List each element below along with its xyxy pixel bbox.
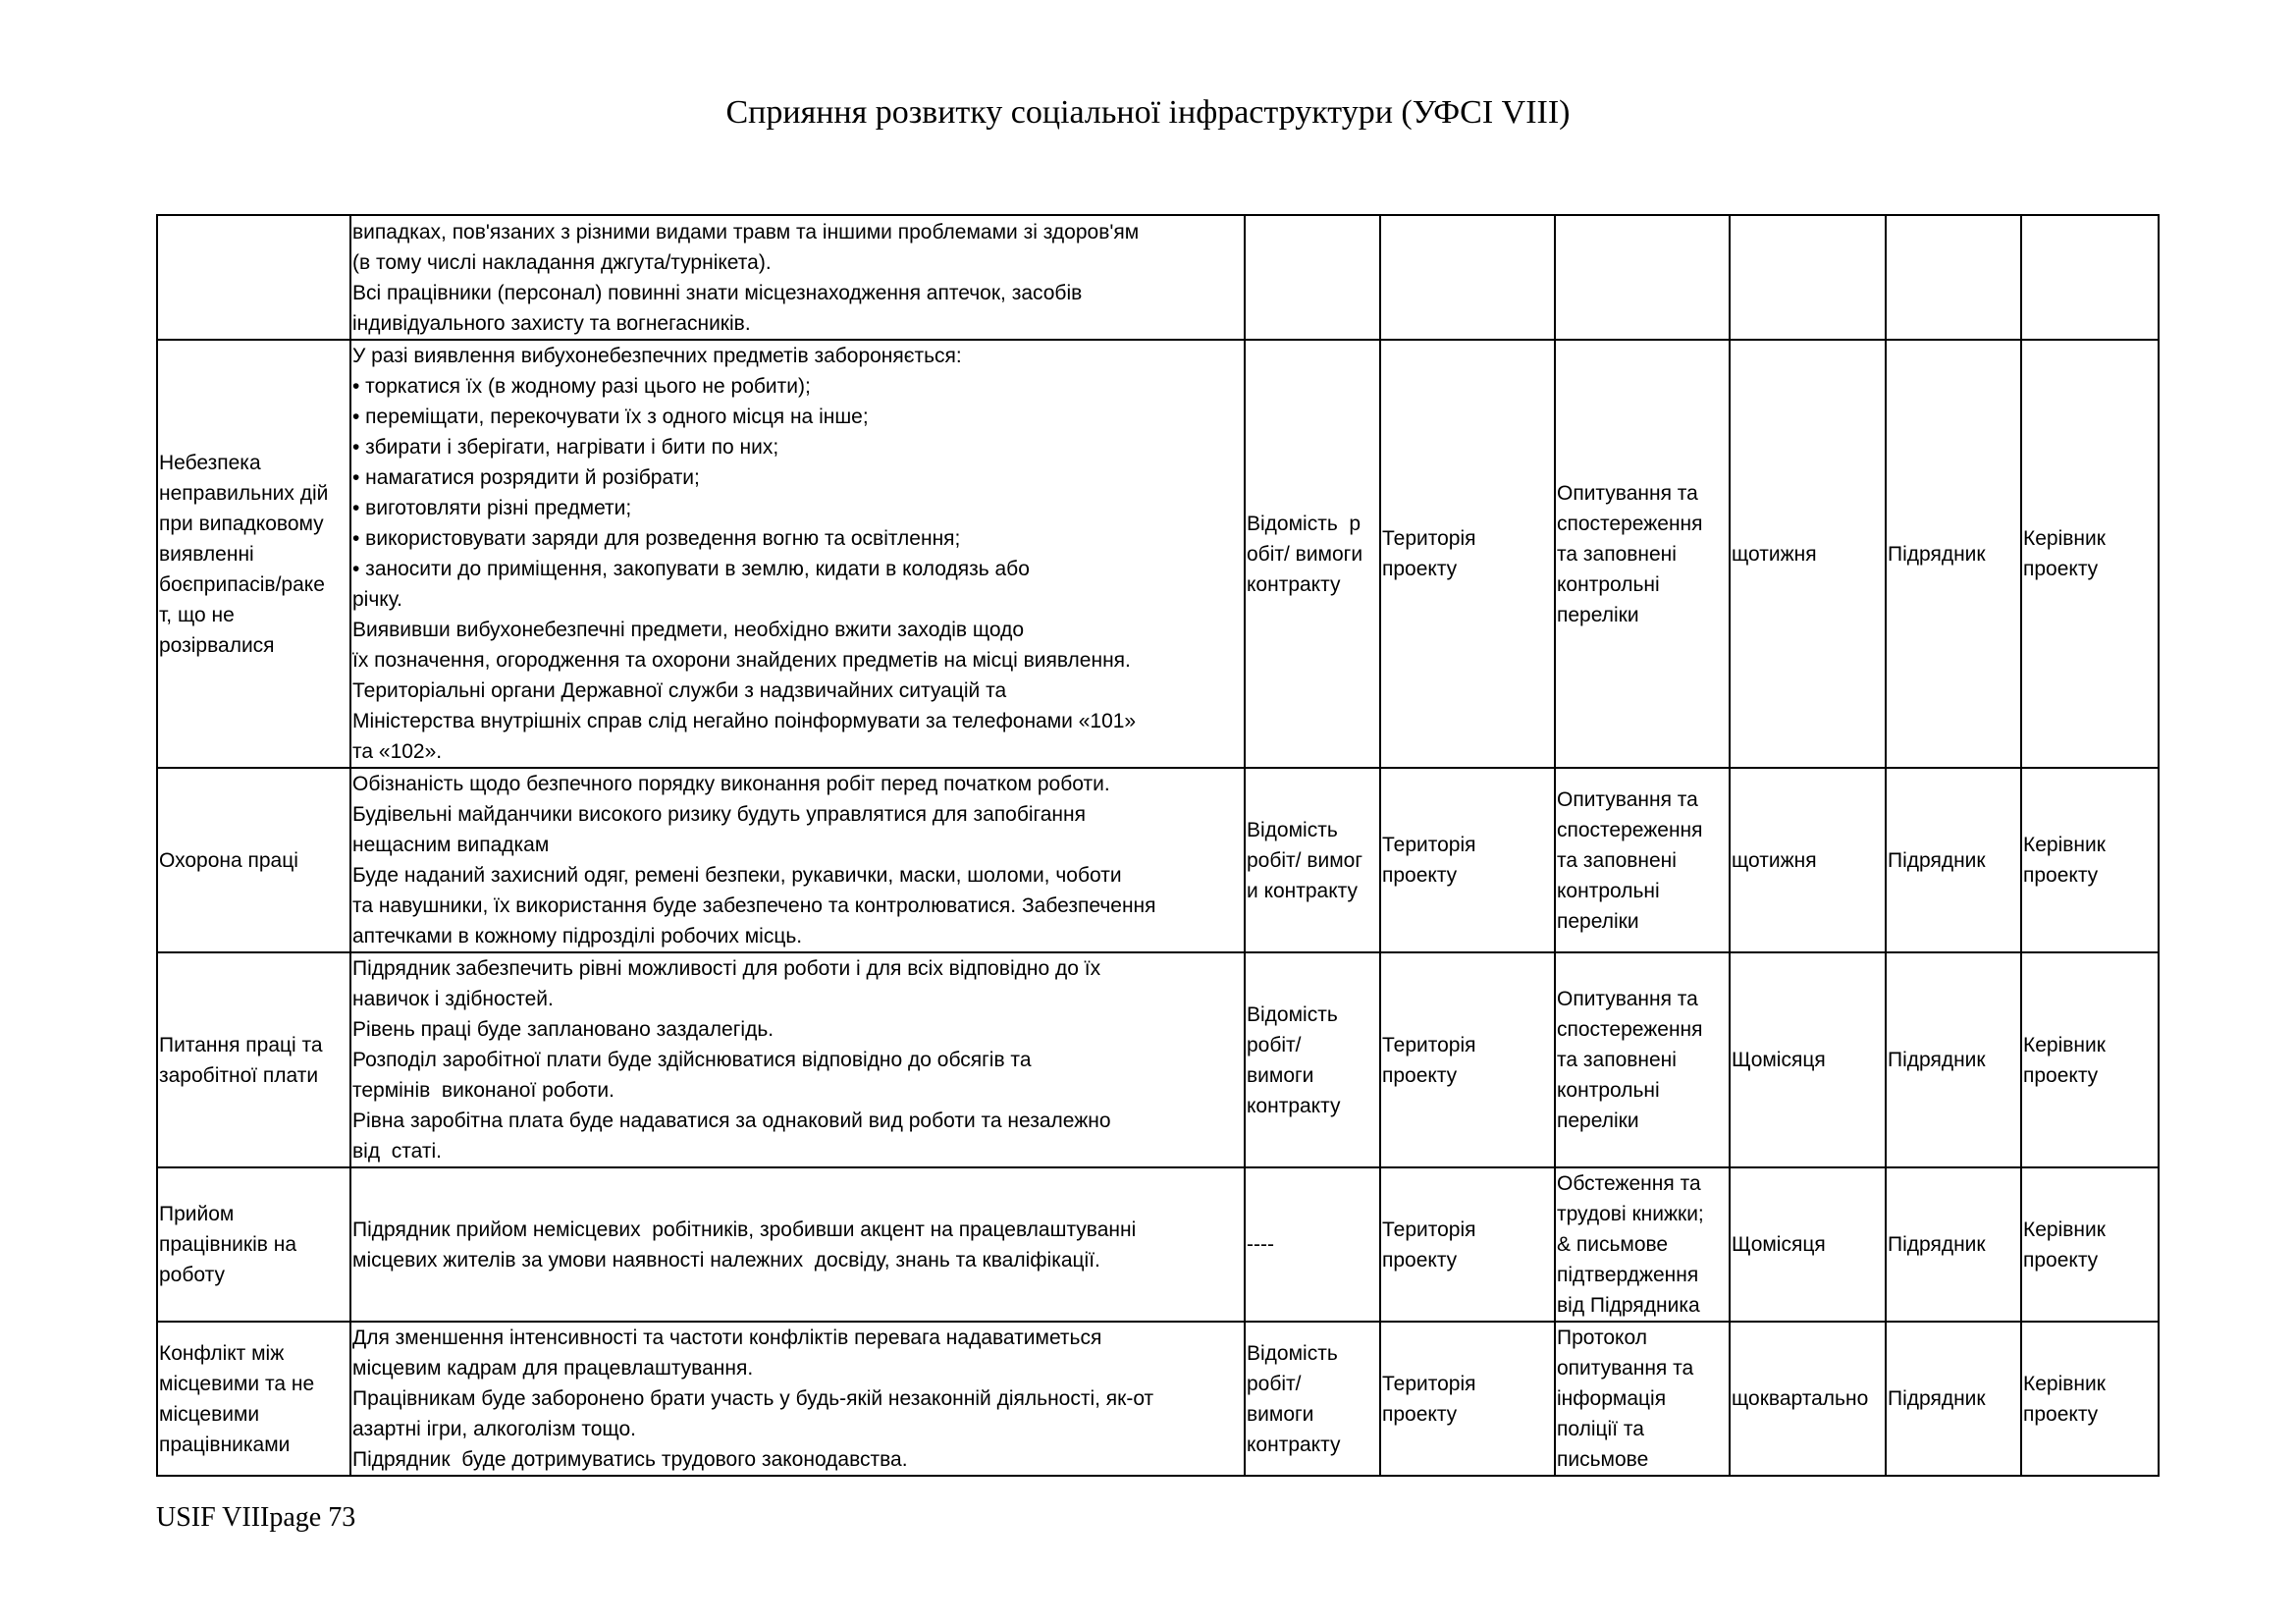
frequency-cell — [1730, 215, 1886, 340]
table-row — [157, 952, 2159, 1167]
monitoring-method-cell — [1555, 768, 1730, 952]
monitoring-method-cell — [1555, 215, 1730, 340]
supervisor-line: Керівник — [2023, 1033, 2106, 1056]
mitigation-measures-line: Буде наданий захисний одяг, ремені безпеки, рукавички, маски, шоломи, чоботи — [352, 864, 1122, 887]
mitigation-measures-cell — [350, 340, 1245, 768]
mitigation-measures-line: Рівень праці буде заплановано заздалегідь. — [352, 1018, 774, 1041]
monitoring-method-line: трудові книжки; — [1557, 1203, 1704, 1225]
monitoring-method-line: підтвердження — [1557, 1264, 1699, 1286]
supervisor-cell — [2021, 1322, 2159, 1476]
mitigation-measures-line: від статі. — [352, 1140, 442, 1163]
supervisor-line: Керівник — [2023, 1372, 2106, 1395]
mitigation-measures-line: • збирати і зберігати, нагрівати і бити по них; — [352, 436, 779, 459]
risk-line: неправильних дій — [159, 481, 329, 505]
monitoring-method-cell — [1555, 952, 1730, 1167]
location-cell — [1380, 952, 1555, 1167]
mitigation-measures-line: • виготовляти різні предмети; — [352, 497, 632, 519]
table-row — [157, 1167, 2159, 1322]
budget-source-line: Відомість — [1247, 818, 1338, 841]
location-line: проекту — [1382, 1248, 1458, 1272]
responsible-party-cell — [1886, 952, 2021, 1167]
risk-line: заробітної плати — [159, 1063, 319, 1087]
responsible-party-line: Підрядник — [1888, 1233, 1986, 1256]
mitigation-measures-line: Підрядник забезпечить рівні можливості для роботи і для всіх відповідно до їх — [352, 957, 1101, 980]
budget-source-line: контракту — [1247, 1433, 1341, 1456]
mitigation-measures-line: Для зменшення інтенсивності та частоти конфліктів перевага надаватиметься — [352, 1326, 1102, 1349]
mitigation-measures-line: Рівна заробітна плата буде надаватися за однаковий вид роботи та незалежно — [352, 1110, 1111, 1132]
budget-source-cell — [1245, 340, 1380, 768]
frequency-cell — [1730, 1322, 1886, 1476]
mitigation-measures-line: індивідуального захисту та вогнегасників. — [352, 311, 751, 335]
monitoring-method-line: спостереження — [1557, 818, 1703, 841]
budget-source-cell — [1245, 1167, 1380, 1322]
location-line: Територія — [1382, 527, 1476, 550]
budget-source-cell — [1245, 1322, 1380, 1476]
page-title: Сприяння розвитку соціальної інфраструктури (УФСІ VIII) — [725, 94, 1571, 131]
mitigation-measures-line: У разі виявлення вибухонебезпечних предметів забороняється: — [352, 345, 962, 367]
table-row — [157, 768, 2159, 952]
risk-line: Прийом — [159, 1203, 235, 1225]
mitigation-measures-line: • намагатися розрядити й розібрати; — [352, 466, 700, 489]
monitoring-method-cell — [1555, 1167, 1730, 1322]
budget-source-cell — [1245, 215, 1380, 340]
mitigation-measures-line: місцевих жителів за умови наявності належних досвіду, знань та кваліфікації. — [352, 1248, 1100, 1272]
risk-line: Питання праці та — [159, 1033, 323, 1056]
mitigation-measures-line: • переміщати, перекочувати їх з одного місця на інше; — [352, 406, 869, 428]
monitoring-method-line: спостереження — [1557, 1018, 1703, 1041]
frequency-cell — [1730, 768, 1886, 952]
mitigation-measures-line: річку. — [352, 588, 402, 611]
monitoring-method-line: спостереження — [1557, 512, 1703, 535]
mitigation-measures-line: навичок і здібностей. — [352, 988, 554, 1010]
monitoring-method-line: та заповнені — [1557, 1049, 1677, 1071]
supervisor-line: Керівник — [2023, 527, 2106, 550]
risk-line: працівниками — [159, 1433, 291, 1456]
mitigation-measures-line: • заносити до приміщення, закопувати в землю, кидати в колодязь або — [352, 558, 1030, 580]
monitoring-method-line: Опитування та — [1557, 481, 1698, 505]
supervisor-line: проекту — [2023, 1248, 2099, 1272]
risk-cell — [157, 215, 350, 340]
budget-source-line: Відомість — [1247, 1002, 1338, 1026]
budget-source-line: ---- — [1247, 1233, 1274, 1256]
budget-source-line: робіт/ — [1247, 1372, 1302, 1395]
location-line: проекту — [1382, 1063, 1458, 1087]
risk-line: т, що не — [159, 603, 235, 626]
mitigation-measures-cell — [350, 1322, 1245, 1476]
monitoring-method-line: & письмове — [1557, 1233, 1669, 1256]
location-line: Територія — [1382, 834, 1476, 856]
location-line: проекту — [1382, 864, 1458, 887]
responsible-party-line: Підрядник — [1888, 1387, 1986, 1410]
supervisor-cell — [2021, 768, 2159, 952]
budget-source-line: Відомість — [1247, 1341, 1338, 1365]
mitigation-measures-line: Підрядник прийом немісцевих робітників, зробивши акцент на працевлаштуванні — [352, 1218, 1137, 1241]
supervisor-line: проекту — [2023, 558, 2099, 580]
mitigation-measures-line: азартні ігри, алкоголізм тощо. — [352, 1418, 636, 1440]
risk-cell — [157, 1322, 350, 1476]
monitoring-method-line: від Підрядника — [1557, 1294, 1700, 1317]
mitigation-measures-line: Територіальні органи Державної служби з надзвичайних ситуацій та — [352, 679, 1007, 702]
monitoring-method-line: Обстеження та — [1557, 1172, 1701, 1195]
location-line: Територія — [1382, 1033, 1476, 1056]
monitoring-method-line: переліки — [1557, 603, 1639, 626]
budget-source-line: вимоги — [1247, 1063, 1314, 1087]
mitigation-measures-line: Обізнаність щодо безпечного порядку виконання робіт перед початком роботи. — [352, 773, 1110, 795]
monitoring-method-line: контрольні — [1557, 572, 1660, 596]
monitoring-method-line: Протокол — [1557, 1326, 1647, 1349]
mitigation-measures-line: та навушники, їх використання буде забезпечено та контролюватися. Забезпечення — [352, 894, 1156, 917]
location-line: проекту — [1382, 1402, 1458, 1426]
frequency-line: щотижня — [1732, 542, 1817, 566]
mitigation-measures-cell — [350, 952, 1245, 1167]
responsible-party-cell — [1886, 340, 2021, 768]
monitoring-method-line: інформація — [1557, 1387, 1667, 1410]
frequency-line: Щомісяця — [1732, 1233, 1826, 1256]
page-footer: USIF VIIIpage 73 — [156, 1502, 356, 1533]
mitigation-measures-cell — [350, 1167, 1245, 1322]
mitigation-measures-line: нещасним випадкам — [352, 834, 550, 856]
mitigation-measures-line: Розподіл заробітної плати буде здійснюватися відповідно до обсягів та — [352, 1049, 1032, 1071]
location-cell — [1380, 1167, 1555, 1322]
risk-cell — [157, 1167, 350, 1322]
frequency-cell — [1730, 340, 1886, 768]
monitoring-method-line: поліції та — [1557, 1418, 1644, 1440]
monitoring-method-line: переліки — [1557, 1110, 1639, 1132]
table-row — [157, 1322, 2159, 1476]
mitigation-measures-line: місцевим кадрам для працевлаштування. — [352, 1357, 754, 1380]
location-cell — [1380, 215, 1555, 340]
mitigation-measures-line: Будівельні майданчики високого ризику будуть управлятися для запобігання — [352, 803, 1086, 826]
monitoring-method-line: Опитування та — [1557, 787, 1698, 811]
risk-cell — [157, 340, 350, 768]
supervisor-line: проекту — [2023, 1402, 2099, 1426]
supervisor-line: Керівник — [2023, 1218, 2106, 1241]
supervisor-line: проекту — [2023, 864, 2099, 887]
location-cell — [1380, 340, 1555, 768]
mitigation-measures-line: термінів виконаної роботи. — [352, 1079, 614, 1102]
mitigation-measures-line: (в тому числі накладання джгута/турнікета). — [352, 250, 772, 274]
responsible-party-cell — [1886, 768, 2021, 952]
mitigation-measures-line: аптечками в кожному підрозділі робочих місць. — [352, 925, 803, 947]
budget-source-line: контракту — [1247, 572, 1341, 596]
risk-line: розірвалися — [159, 633, 275, 657]
frequency-line: щоквартально — [1732, 1387, 1869, 1410]
responsible-party-cell — [1886, 1322, 2021, 1476]
monitoring-method-line: Опитування та — [1557, 988, 1698, 1010]
responsible-party-line: Підрядник — [1888, 542, 1986, 566]
budget-source-line: Відомість р — [1247, 512, 1362, 535]
responsible-party-line: Підрядник — [1888, 848, 1986, 872]
mitigation-measures-cell — [350, 215, 1245, 340]
risk-line: місцевими — [159, 1402, 260, 1426]
location-line: проекту — [1382, 558, 1458, 580]
responsible-party-line: Підрядник — [1888, 1049, 1986, 1071]
mitigation-measures-line: • використовувати заряди для розведення вогню та освітлення; — [352, 527, 961, 550]
mitigation-measures-line: та «102». — [352, 740, 443, 763]
mitigation-measures-line: випадках, пов'язаних з різними видами травм та іншими проблемами зі здоров'ям — [352, 220, 1140, 244]
responsible-party-cell — [1886, 215, 2021, 340]
budget-source-line: робіт/ — [1247, 1033, 1302, 1056]
supervisor-line: Керівник — [2023, 834, 2106, 856]
budget-source-line: контракту — [1247, 1094, 1341, 1117]
risk-line: роботу — [159, 1264, 225, 1286]
frequency-cell — [1730, 1167, 1886, 1322]
risk-cell — [157, 952, 350, 1167]
frequency-line: щотижня — [1732, 848, 1817, 872]
table-row — [157, 340, 2159, 768]
location-line: Територія — [1382, 1218, 1476, 1241]
frequency-line: Щомісяця — [1732, 1049, 1826, 1071]
mitigation-measures-line: Всі працівники (персонал) повинні знати місцезнаходження аптечок, засобів — [352, 281, 1083, 304]
supervisor-cell — [2021, 952, 2159, 1167]
monitoring-method-line: контрольні — [1557, 1079, 1660, 1102]
budget-source-cell — [1245, 952, 1380, 1167]
monitoring-method-line: та заповнені — [1557, 848, 1677, 872]
risk-cell — [157, 768, 350, 952]
mitigation-measures-cell — [350, 768, 1245, 952]
risk-line: Небезпека — [159, 451, 261, 474]
supervisor-cell — [2021, 1167, 2159, 1322]
supervisor-cell — [2021, 215, 2159, 340]
mitigation-measures-line: Працівникам буде заборонено брати участь у будь-якій незаконній діяльності, як-от — [352, 1387, 1154, 1410]
supervisor-cell — [2021, 340, 2159, 768]
budget-source-line: обіт/ вимоги — [1247, 542, 1363, 566]
budget-source-cell — [1245, 768, 1380, 952]
monitoring-method-line: та заповнені — [1557, 542, 1677, 566]
monitoring-method-line: письмове — [1557, 1448, 1649, 1471]
location-line: Територія — [1382, 1372, 1476, 1395]
monitoring-method-cell — [1555, 340, 1730, 768]
monitoring-method-line: опитування та — [1557, 1357, 1694, 1380]
frequency-cell — [1730, 952, 1886, 1167]
monitoring-method-line: переліки — [1557, 909, 1639, 933]
risk-line: при випадковому — [159, 512, 324, 535]
mitigation-measures-line: Виявивши вибухонебезпечні предмети, необхідно вжити заходів щодо — [352, 619, 1025, 641]
risk-line: працівників на — [159, 1233, 297, 1256]
budget-source-line: робіт/ вимог — [1247, 848, 1363, 872]
mitigation-measures-line: їх позначення, огородження та охорони знайдених предметів на місці виявлення. — [352, 649, 1131, 672]
risk-line: боєприпасів/раке — [159, 572, 325, 596]
risk-line: Охорона праці — [159, 848, 298, 872]
budget-source-line: вимоги — [1247, 1402, 1314, 1426]
table-row — [157, 215, 2159, 340]
risk-line: Конфлікт між — [159, 1341, 285, 1365]
mitigation-measures-line: • торкатися їх (в жодному разі цього не робити); — [352, 375, 811, 398]
responsible-party-cell — [1886, 1167, 2021, 1322]
mitigation-measures-line: Міністерства внутрішніх справ слід негайно поінформувати за телефонами «101» — [352, 710, 1137, 732]
risk-line: виявленні — [159, 542, 254, 566]
monitoring-method-cell — [1555, 1322, 1730, 1476]
monitoring-method-line: контрольні — [1557, 879, 1660, 902]
environmental-social-management-table — [156, 214, 2160, 1477]
location-cell — [1380, 768, 1555, 952]
risk-line: місцевими та не — [159, 1372, 315, 1395]
mitigation-measures-line: Підрядник буде дотримуватись трудового законодавства. — [352, 1448, 908, 1471]
location-cell — [1380, 1322, 1555, 1476]
supervisor-line: проекту — [2023, 1063, 2099, 1087]
budget-source-line: и контракту — [1247, 879, 1359, 902]
